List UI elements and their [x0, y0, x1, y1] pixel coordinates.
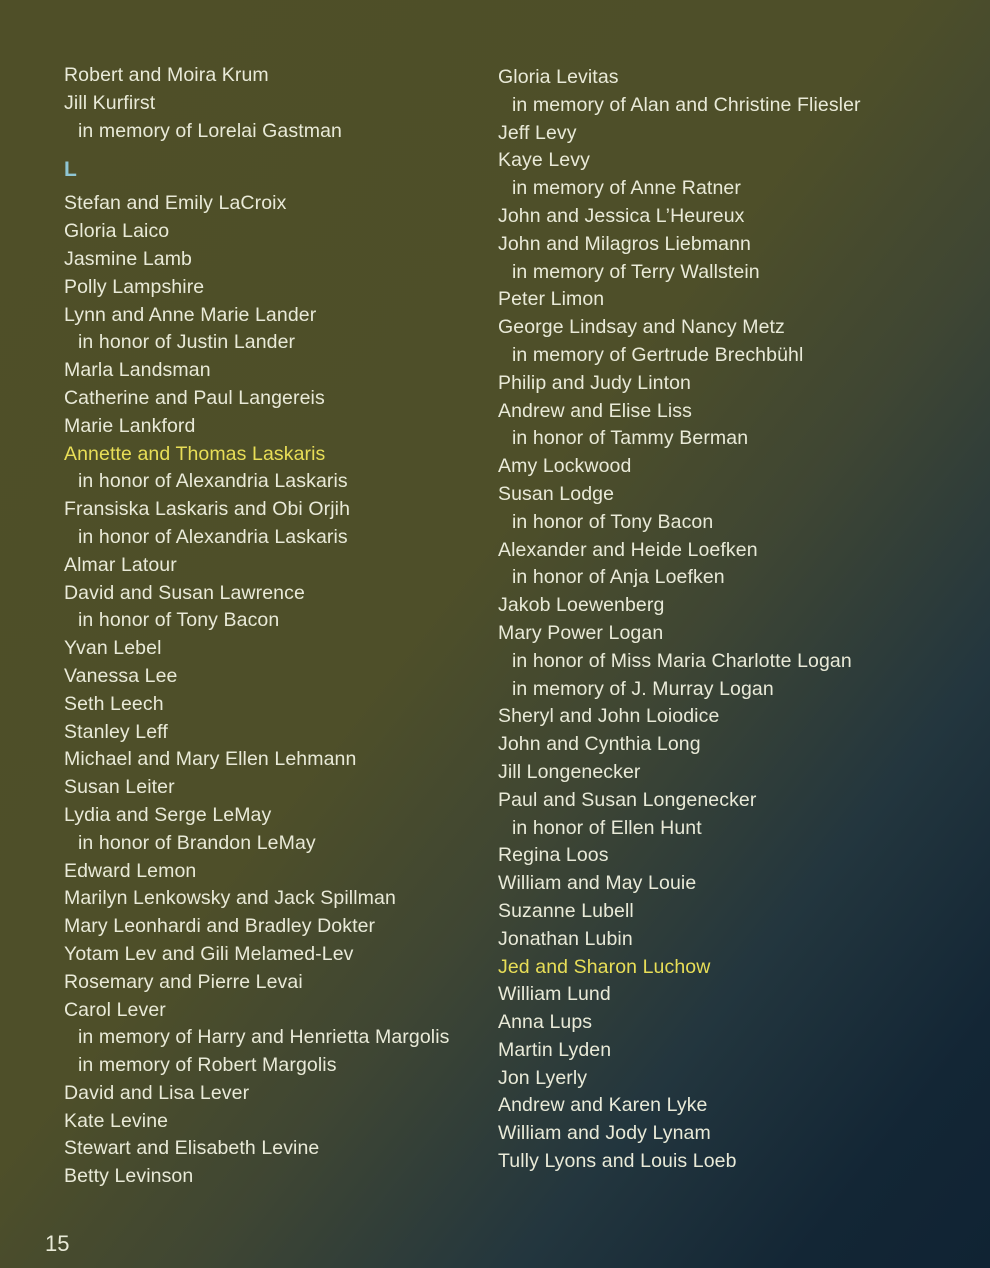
donor-name: David and Susan Lawrence [64, 581, 305, 604]
donor-name: Lynn and Anne Marie Lander [64, 303, 317, 326]
dedication-line: in memory of Terry Wallstein [512, 260, 760, 283]
donor-name: William Lund [498, 983, 611, 1006]
dedication-line: in memory of Anne Ratner [512, 177, 741, 200]
dedication-line: in memory of Alan and Christine Fliesler [512, 93, 861, 116]
donor-name: Martin Lyden [498, 1038, 612, 1061]
donor-name: Carol Lever [64, 998, 166, 1021]
donor-name-highlighted: Annette and Thomas Laskaris [64, 442, 326, 465]
donor-name: Mary Leonhardi and Bradley Dokter [64, 915, 376, 938]
dedication-line: in memory of Robert Margolis [78, 1054, 337, 1077]
dedication-line: in honor of Brandon LeMay [78, 831, 316, 854]
donor-name: Kate Levine [64, 1109, 169, 1132]
donor-name: Jonathan Lubin [498, 927, 633, 950]
donor-list-right-column [498, 64, 968, 1176]
dedication-line: in memory of J. Murray Logan [512, 677, 774, 700]
dedication-line: in honor of Ellen Hunt [512, 816, 702, 839]
donor-name: Jasmine Lamb [64, 247, 193, 270]
donor-name: John and Cynthia Long [498, 733, 701, 756]
donor-name: Mary Power Logan [498, 621, 664, 644]
donor-name: Suzanne Lubell [498, 899, 634, 922]
donor-name: Anna Lups [498, 1011, 593, 1034]
donor-name-highlighted: Jed and Sharon Luchow [498, 955, 711, 978]
donor-name: Vanessa Lee [64, 664, 178, 687]
dedication-line: in honor of Alexandria Laskaris [78, 470, 348, 493]
dedication-line: in honor of Miss Maria Charlotte Logan [512, 649, 852, 672]
donor-name: Andrew and Karen Lyke [498, 1094, 708, 1117]
donor-name: Susan Lodge [498, 482, 615, 505]
donor-name: Kaye Levy [498, 149, 590, 172]
donor-name: Philip and Judy Linton [498, 371, 692, 394]
section-letter-heading: L [64, 158, 77, 182]
dedication-line: in memory of Harry and Henrietta Margolis [78, 1026, 450, 1049]
donor-name: Stefan and Emily LaCroix [64, 192, 287, 215]
donor-name: Andrew and Elise Liss [498, 399, 692, 422]
donor-name: Paul and Susan Longenecker [498, 788, 757, 811]
donor-name: Regina Loos [498, 844, 609, 867]
dedication-line: in honor of Alexandria Laskaris [78, 525, 348, 548]
donor-name: Yvan Lebel [64, 637, 162, 660]
donor-name: Catherine and Paul Langereis [64, 386, 325, 409]
donor-name: Robert and Moira Krum [64, 64, 269, 86]
donor-name: Jill Longenecker [498, 760, 641, 783]
dedication-line: in honor of Anja Loefken [512, 566, 725, 589]
donor-name: Marilyn Lenkowsky and Jack Spillman [64, 887, 396, 910]
donor-name: Marie Lankford [64, 414, 196, 437]
donor-name: Peter Limon [498, 288, 605, 311]
dedication-line: in honor of Tony Bacon [512, 510, 714, 533]
donor-name: Seth Leech [64, 692, 164, 715]
donor-name: Fransiska Laskaris and Obi Orjih [64, 498, 351, 521]
donor-name: Gloria Laico [64, 220, 170, 243]
dedication-line: in honor of Tony Bacon [78, 609, 280, 632]
dedication-line: in memory of Gertrude Brechbühl [512, 343, 804, 366]
donor-name: Jeff Levy [498, 121, 577, 144]
donor-name: Jon Lyerly [498, 1066, 588, 1089]
dedication-line: in honor of Tammy Berman [512, 427, 749, 450]
donor-name: Rosemary and Pierre Levai [64, 970, 303, 993]
donor-name: Jill Kurfirst [64, 91, 156, 114]
donor-name: John and Jessica L’Heureux [498, 204, 745, 227]
donor-name: Stanley Leff [64, 720, 168, 743]
donor-name: Almar Latour [64, 553, 177, 576]
donor-name: Gloria Levitas [498, 66, 619, 88]
donor-name: Yotam Lev and Gili Melamed-Lev [64, 942, 354, 965]
donor-name: Alexander and Heide Loefken [498, 538, 758, 561]
donor-name: Tully Lyons and Louis Loeb [498, 1150, 737, 1173]
donor-name: Lydia and Serge LeMay [64, 803, 272, 826]
donor-list-left-column [64, 62, 484, 1191]
donor-name: David and Lisa Lever [64, 1081, 250, 1104]
donor-name: Betty Levinson [64, 1165, 194, 1188]
donor-name: John and Milagros Liebmann [498, 232, 752, 255]
donor-name: Amy Lockwood [498, 455, 632, 478]
donor-name: Michael and Mary Ellen Lehmann [64, 748, 357, 771]
donor-name: Marla Landsman [64, 359, 211, 382]
donor-name: Sheryl and John Loiodice [498, 705, 720, 728]
donor-name: Edward Lemon [64, 859, 197, 882]
donor-name: Susan Leiter [64, 776, 175, 799]
donor-name: Polly Lampshire [64, 275, 205, 298]
page-number: 15 [45, 1231, 70, 1256]
dedication-line: in honor of Justin Lander [78, 331, 296, 354]
donor-name: William and Jody Lynam [498, 1122, 711, 1145]
donor-name: William and May Louie [498, 872, 697, 895]
donor-name: George Lindsay and Nancy Metz [498, 316, 785, 339]
donor-name: Stewart and Elisabeth Levine [64, 1137, 320, 1160]
donor-name: Jakob Loewenberg [498, 594, 665, 617]
dedication-line: in memory of Lorelai Gastman [78, 119, 342, 142]
